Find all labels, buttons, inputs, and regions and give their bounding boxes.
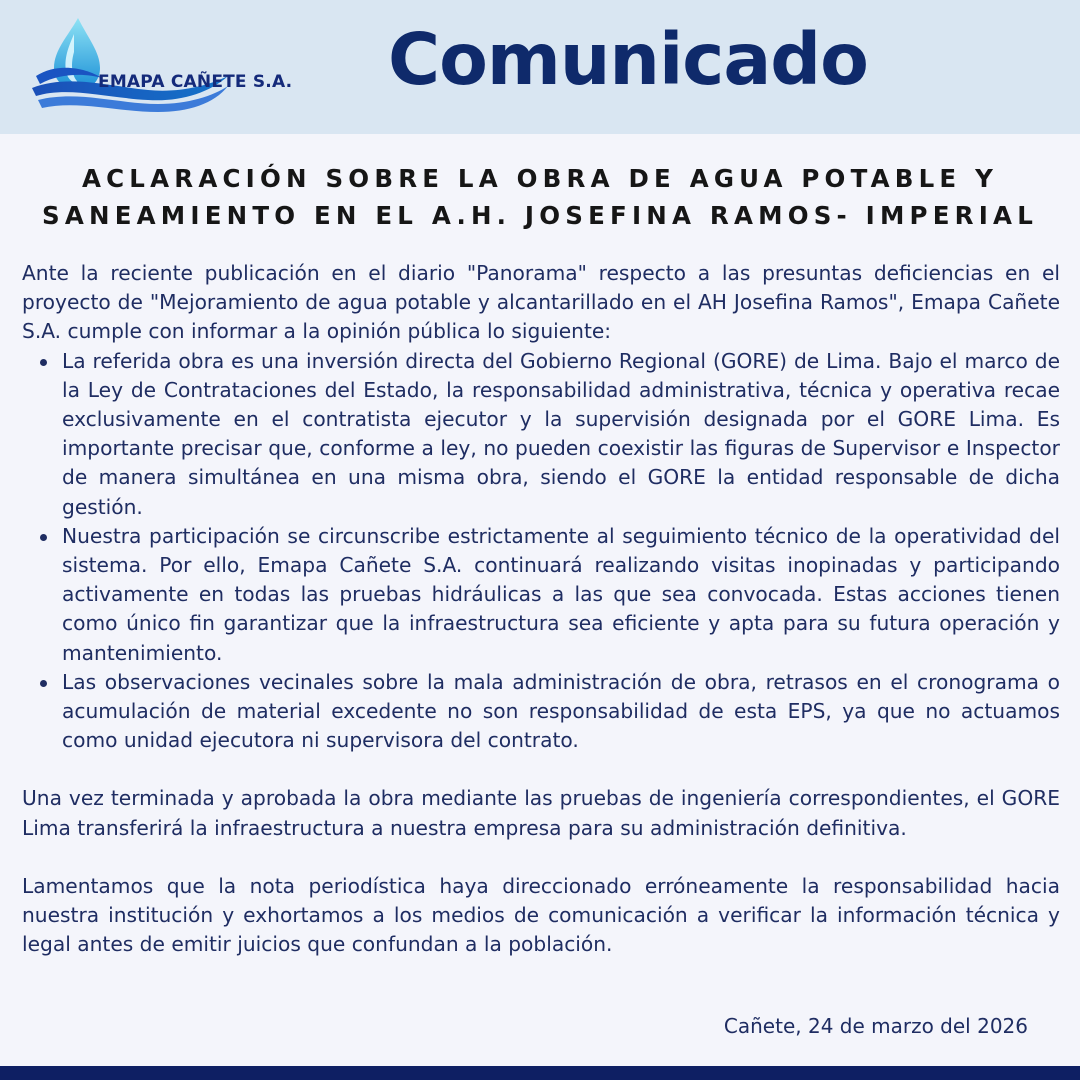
statement-body bbox=[22, 259, 1060, 959]
spacer bbox=[22, 843, 1060, 872]
headline bbox=[0, 160, 1080, 234]
header-banner bbox=[0, 0, 1080, 134]
bullet-list bbox=[22, 347, 1060, 756]
headline-line-1: ACLARACIÓN SOBRE LA OBRA DE AGUA POTABLE Y bbox=[81, 164, 999, 193]
headline-line-2: SANEAMIENTO EN EL A.H. JOSEFINA RAMOS- IMPERIAL bbox=[41, 201, 1039, 230]
closing-paragraph: Lamentamos que la nota periodística haya direccionado erróneamente la responsabilidad hacia nuestra institución y exhortamos a los medios de comunicación a verificar la información técnica y legal antes de emitir juicios que confundan a la población. bbox=[22, 873, 1060, 957]
bullet-item: Nuestra participación se circunscribe estrictamente al seguimiento técnico de la operatividad del sistema. Por ello, Emapa Cañete S.A. continuará realizando visitas inopinadas y participando activamente en todas las pruebas hidráulicas a las que sea convocada. Estas acciones tienen como único fin garantizar que la infraestructura sea eficiente y apta para su futura operación y mantenimiento. bbox=[22, 522, 1060, 668]
transfer-paragraph: Una vez terminada y aprobada la obra mediante las pruebas de ingeniería correspondientes, el GORE Lima transferirá la infraestructura a nuestra empresa para su administración definitiva. bbox=[22, 786, 1060, 840]
emapa-logo bbox=[28, 16, 318, 116]
bullet-item: La referida obra es una inversión directa del Gobierno Regional (GORE) de Lima. Bajo el marco de la Ley de Contrataciones del Estado, la responsabilidad administrativa, técnica y operativa recae exclusivamente en el contratista ejecutor y la supervisión designada por el GORE Lima. Es importante precisar que, conforme a ley, no pueden coexistir las figuras de Supervisor e Inspector de manera simultánea en una misma obra, siendo el GORE la entidad responsable de dicha gestión. bbox=[22, 347, 1060, 522]
page-title: Comunicado bbox=[388, 18, 868, 101]
bullet-item: Las observaciones vecinales sobre la mala administración de obra, retrasos en el cronograma o acumulación de material excedente no son responsabilidad de esta EPS, ya que no actuamos como unidad ejecutora ni supervisora del contrato. bbox=[22, 668, 1060, 756]
logo-text: EMAPA CAÑETE S.A. bbox=[98, 72, 293, 92]
footer-bar bbox=[0, 1066, 1080, 1080]
date-line: Cañete, 24 de marzo del 2026 bbox=[723, 1014, 1028, 1038]
intro-paragraph: Ante la reciente publicación en el diario "Panorama" respecto a las presuntas deficiencias en el proyecto de "Mejoramiento de agua potable y alcantarillado en el AH Josefina Ramos", Emapa Cañete S.A. cumple con informar a la opinión pública lo siguiente: bbox=[22, 261, 1060, 344]
spacer bbox=[22, 755, 1060, 784]
water-drop-wave-icon bbox=[28, 16, 318, 116]
